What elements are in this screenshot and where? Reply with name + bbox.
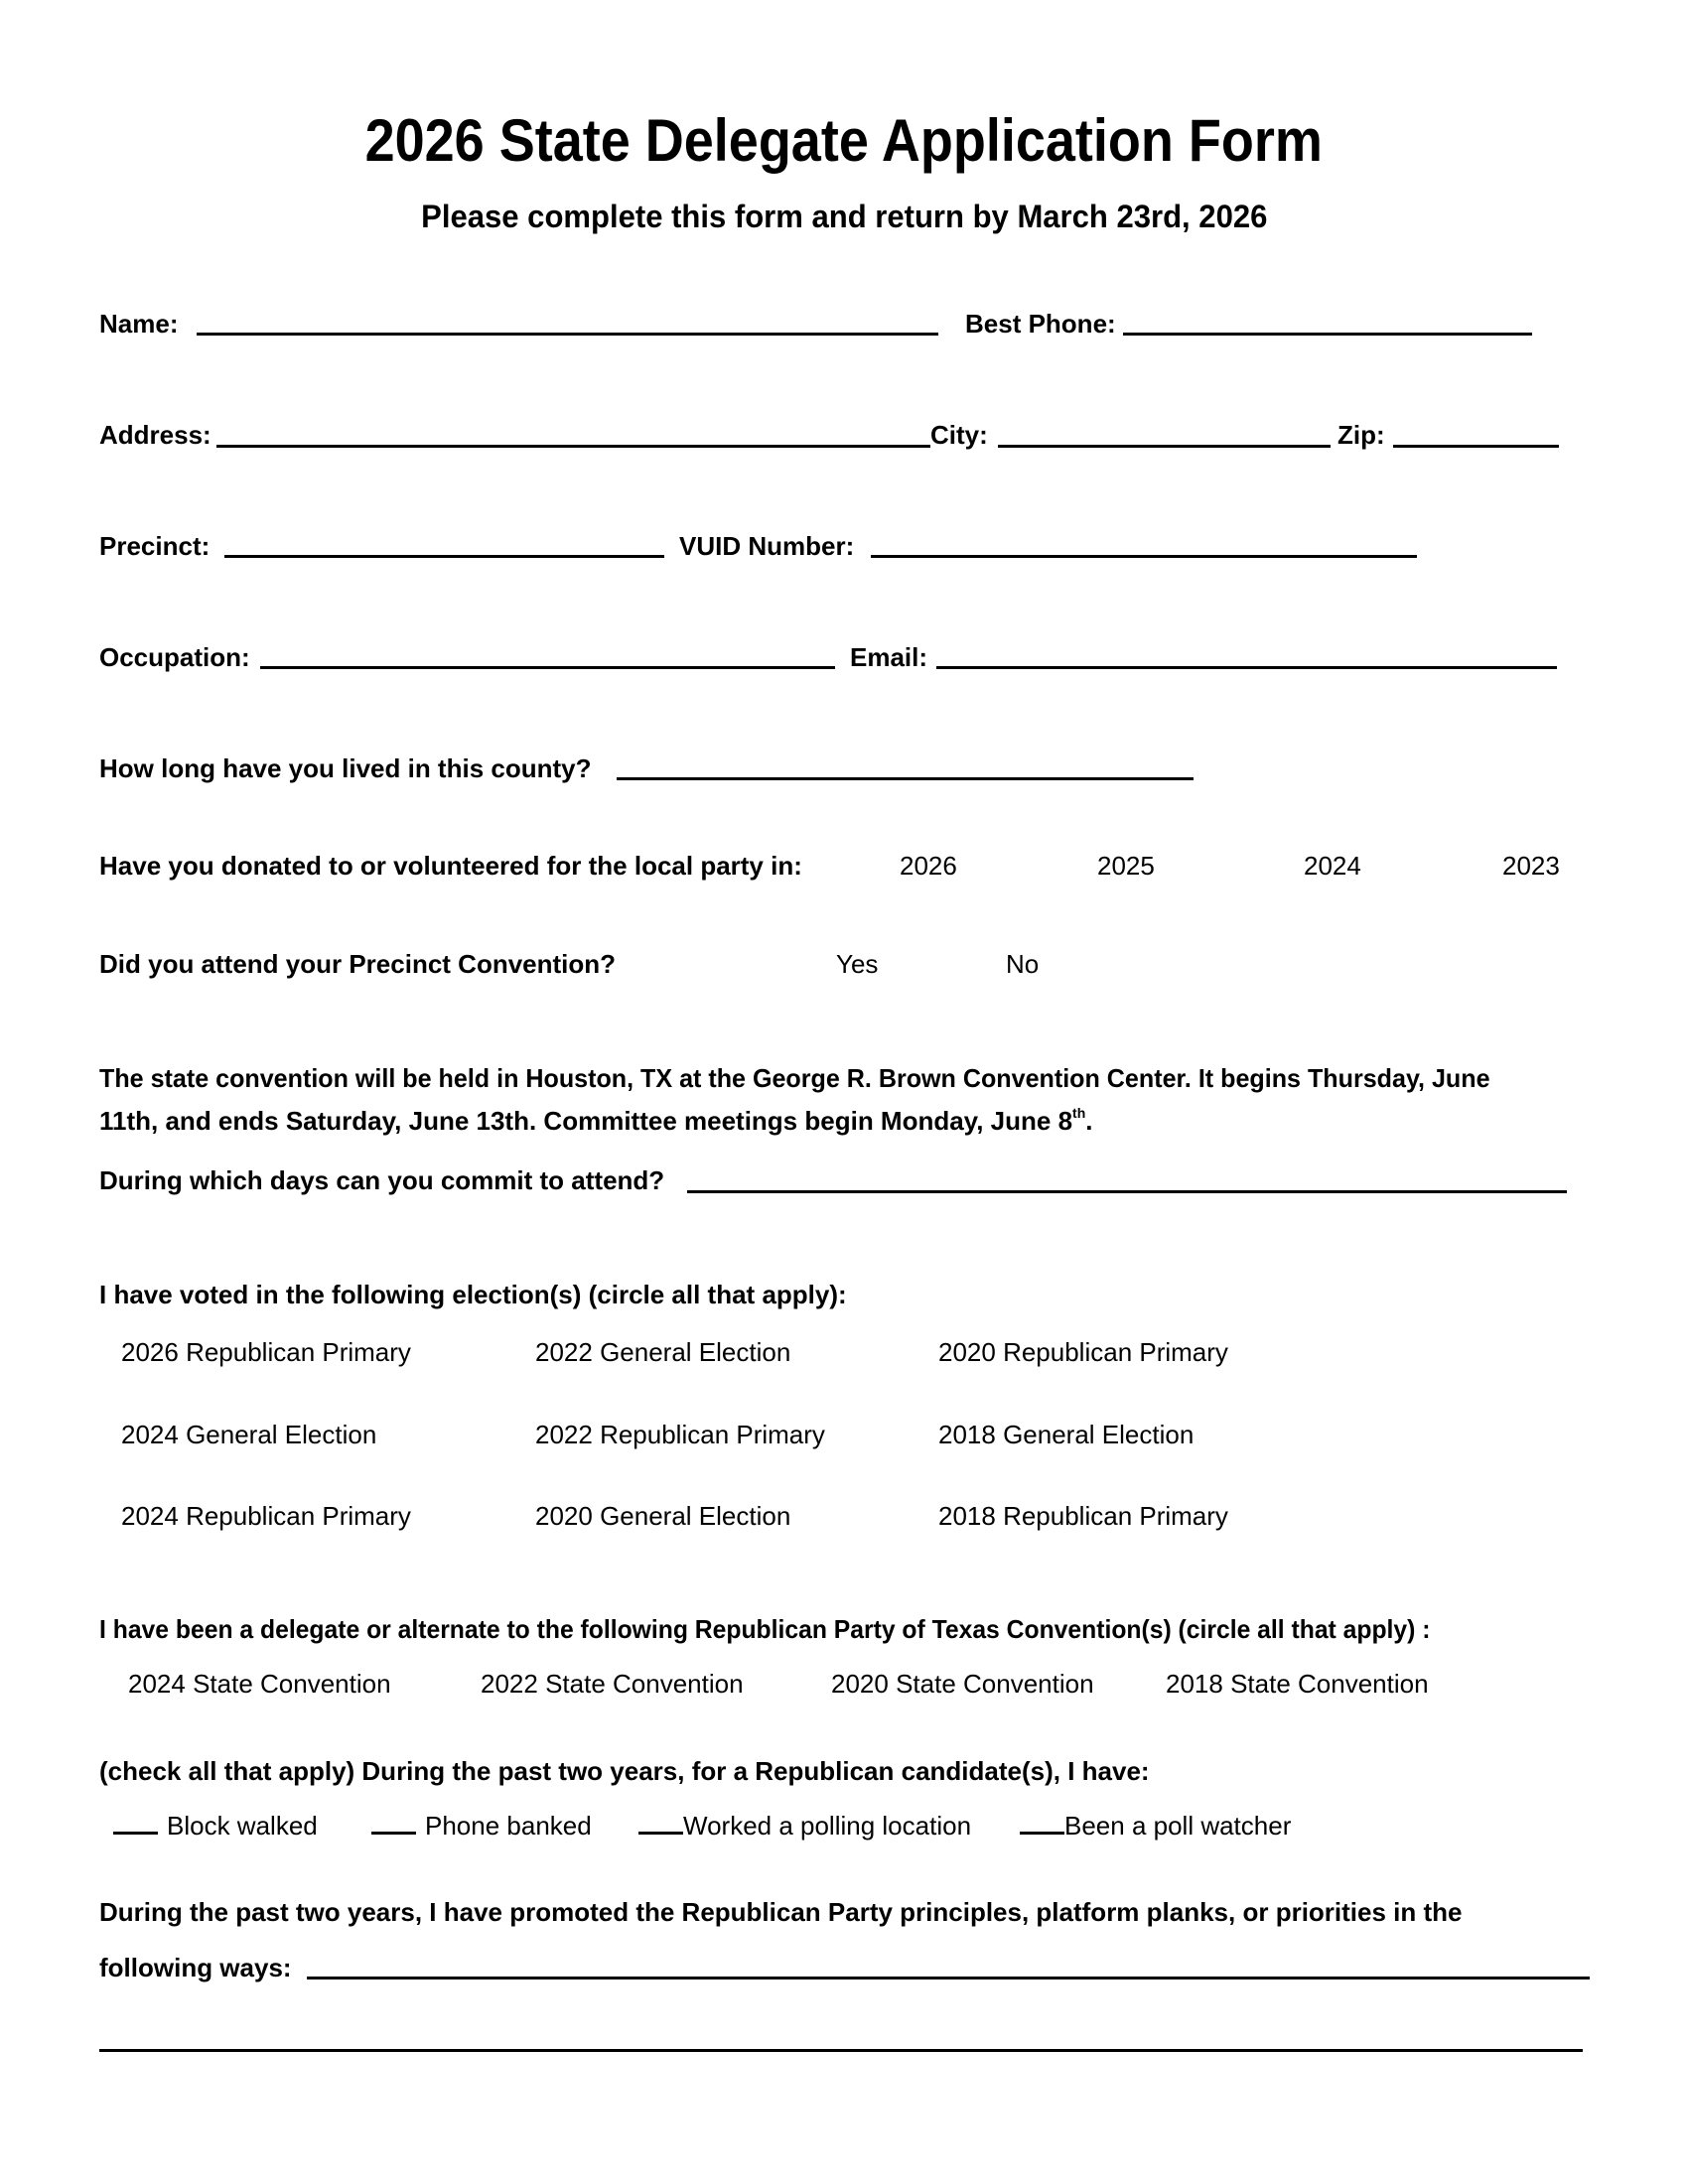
best-phone-label: Best Phone: [965, 309, 1116, 339]
donated-option-2023[interactable]: 2023 [1502, 851, 1560, 881]
activity-label: Phone banked [425, 1811, 592, 1841]
donated-option-2026[interactable]: 2026 [900, 851, 957, 881]
donated-question: Have you donated to or volunteered for the local party in: [99, 851, 802, 881]
page-subtitle: Please complete this form and return by March 23rd, 2026 [420, 199, 1268, 234]
address-field[interactable] [216, 445, 930, 448]
precinct-convention-question: Did you attend your Precinct Convention? [99, 949, 617, 979]
precinct-label: Precinct: [99, 531, 211, 561]
state-convention-info-line2: 11th, and ends Saturday, June 13th. Committee meetings begin Monday, June 8th. [99, 1105, 1093, 1136]
election-option[interactable]: 2024 Republican Primary [121, 1501, 411, 1531]
activity-label: Block walked [167, 1811, 318, 1841]
election-option[interactable]: 2022 General Election [535, 1337, 791, 1367]
occupation-label: Occupation: [99, 642, 250, 672]
precinct-convention-no[interactable]: No [1006, 949, 1040, 979]
state-convention-info-line1: The state convention will be held in Houston, TX at the George R. Brown Convention Center. It begins Thursday, June [99, 1063, 1490, 1093]
promotion-field-line1[interactable] [307, 1977, 1590, 1979]
vuid-field[interactable] [871, 555, 1417, 558]
election-option[interactable]: 2022 Republican Primary [535, 1420, 825, 1449]
election-option[interactable]: 2018 Republican Primary [938, 1501, 1228, 1531]
promotion-text: During the past two years, I have promoted the Republican Party principles, platform planks, or priorities in the [99, 1897, 1463, 1927]
convention-option[interactable]: 2024 State Convention [128, 1669, 391, 1699]
promotion-label: following ways: [99, 1953, 292, 1982]
occupation-field[interactable] [260, 666, 835, 669]
email-field[interactable] [936, 666, 1557, 669]
zip-field[interactable] [1393, 445, 1559, 448]
activity-label: Worked a polling location [683, 1811, 972, 1841]
precinct-field[interactable] [224, 555, 664, 558]
election-option[interactable]: 2020 General Election [535, 1501, 791, 1531]
attend-days-field[interactable] [687, 1190, 1567, 1193]
elections-heading: I have voted in the following election(s) (circle all that apply): [99, 1280, 847, 1309]
page-title: 2026 State Delegate Application Form [364, 107, 1324, 174]
county-duration-label: How long have you lived in this county? [99, 753, 592, 783]
election-option[interactable]: 2018 General Election [938, 1420, 1195, 1449]
zip-label: Zip: [1337, 420, 1385, 450]
donated-option-2025[interactable]: 2025 [1097, 851, 1155, 881]
activity-checkbox-block-walked[interactable] [113, 1832, 158, 1835]
county-duration-field[interactable] [617, 777, 1194, 780]
conventions-heading: I have been a delegate or alternate to the following Republican Party of Texas Convention(s) (circle all that apply) : [99, 1614, 1431, 1644]
convention-option[interactable]: 2020 State Convention [831, 1669, 1094, 1699]
promotion-field-line2[interactable] [99, 2049, 1583, 2052]
convention-option[interactable]: 2022 State Convention [481, 1669, 744, 1699]
precinct-convention-yes[interactable]: Yes [836, 949, 879, 979]
city-field[interactable] [998, 445, 1331, 448]
vuid-label: VUID Number: [679, 531, 855, 561]
email-label: Email: [850, 642, 928, 672]
election-option[interactable]: 2024 General Election [121, 1420, 377, 1449]
convention-option[interactable]: 2018 State Convention [1166, 1669, 1429, 1699]
address-label: Address: [99, 420, 211, 450]
donated-option-2024[interactable]: 2024 [1304, 851, 1361, 881]
activities-heading: (check all that apply) During the past two years, for a Republican candidate(s), I have: [99, 1756, 1150, 1786]
election-option[interactable]: 2020 Republican Primary [938, 1337, 1228, 1367]
name-field[interactable] [197, 333, 938, 336]
activity-checkbox-poll-watcher[interactable] [1020, 1832, 1064, 1835]
activity-checkbox-phone-banked[interactable] [371, 1832, 416, 1835]
activity-checkbox-polling-location[interactable] [638, 1832, 683, 1835]
best-phone-field[interactable] [1123, 333, 1532, 336]
city-label: City: [930, 420, 988, 450]
name-label: Name: [99, 309, 179, 339]
activity-label: Been a poll watcher [1064, 1811, 1292, 1841]
election-option[interactable]: 2026 Republican Primary [121, 1337, 411, 1367]
attend-days-label: During which days can you commit to attend? [99, 1165, 665, 1195]
